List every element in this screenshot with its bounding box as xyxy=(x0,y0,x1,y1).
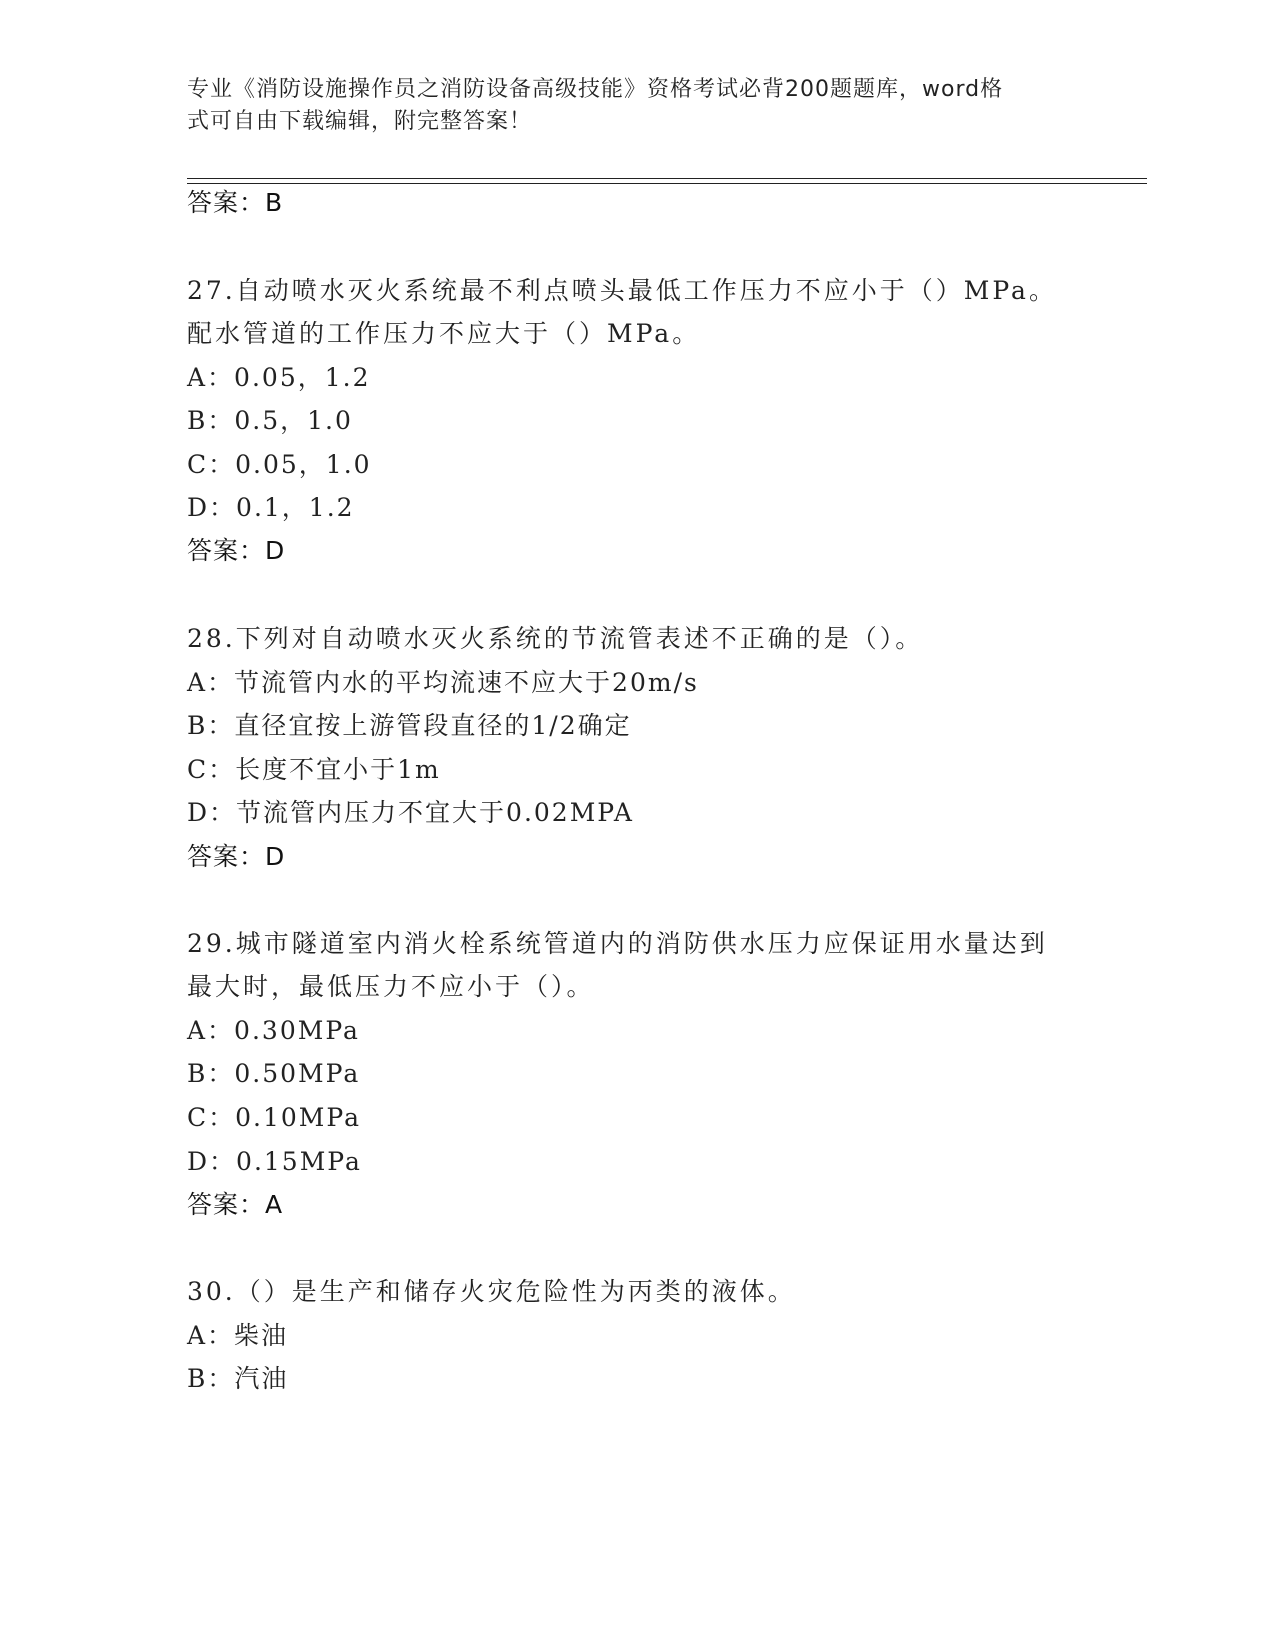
option-d: D：0.15MPa xyxy=(187,1147,362,1176)
option-b: B：0.5，1.0 xyxy=(187,406,353,435)
header-divider-top xyxy=(187,178,1147,179)
previous-answer: 答案：B xyxy=(187,188,284,217)
header-line-1: 专业《消防设施操作员之消防设备高级技能》资格考试必背200题题库，word格 xyxy=(187,77,1004,102)
option-a: A：节流管内水的平均流速不应大于20m/s xyxy=(187,668,699,697)
option-c: C：0.05，1.0 xyxy=(187,450,372,479)
option-a: A：柴油 xyxy=(187,1321,289,1350)
question-stem-line: 28.下列对自动喷水灭火系统的节流管表述不正确的是（）。 xyxy=(187,624,924,653)
answer: 答案：D xyxy=(187,536,286,565)
question-stem-line: 27.自动喷水灭火系统最不利点喷头最低工作压力不应小于（）MPa。 xyxy=(187,276,1057,305)
option-d: D：0.1，1.2 xyxy=(187,493,355,522)
header-line-2: 式可自由下载编辑，附完整答案！ xyxy=(187,109,533,134)
option-a: A：0.05，1.2 xyxy=(187,363,371,392)
option-b: B：直径宜按上游管段直径的1/2确定 xyxy=(187,711,632,740)
answer: 答案：A xyxy=(187,1190,284,1219)
option-b: B：0.50MPa xyxy=(187,1059,361,1088)
option-d: D：节流管内压力不宜大于0.02MPA xyxy=(187,798,634,827)
option-a: A：0.30MPa xyxy=(187,1016,360,1045)
document-header xyxy=(187,74,1067,138)
header-divider-bottom xyxy=(187,183,1147,184)
option-c: C：长度不宜小于1m xyxy=(187,755,441,784)
question-stem-line: 29.城市隧道室内消火栓系统管道内的消防供水压力应保证用水量达到 xyxy=(187,929,1048,958)
answer: 答案：D xyxy=(187,842,286,871)
option-b: B：汽油 xyxy=(187,1364,289,1393)
question-stem-line: 最大时，最低压力不应小于（）。 xyxy=(187,972,595,1001)
question-stem-line: 配水管道的工作压力不应大于（）MPa。 xyxy=(187,319,701,348)
option-c: C：0.10MPa xyxy=(187,1103,361,1132)
question-stem-line: 30.（）是生产和储存火灾危险性为丙类的液体。 xyxy=(187,1277,796,1306)
